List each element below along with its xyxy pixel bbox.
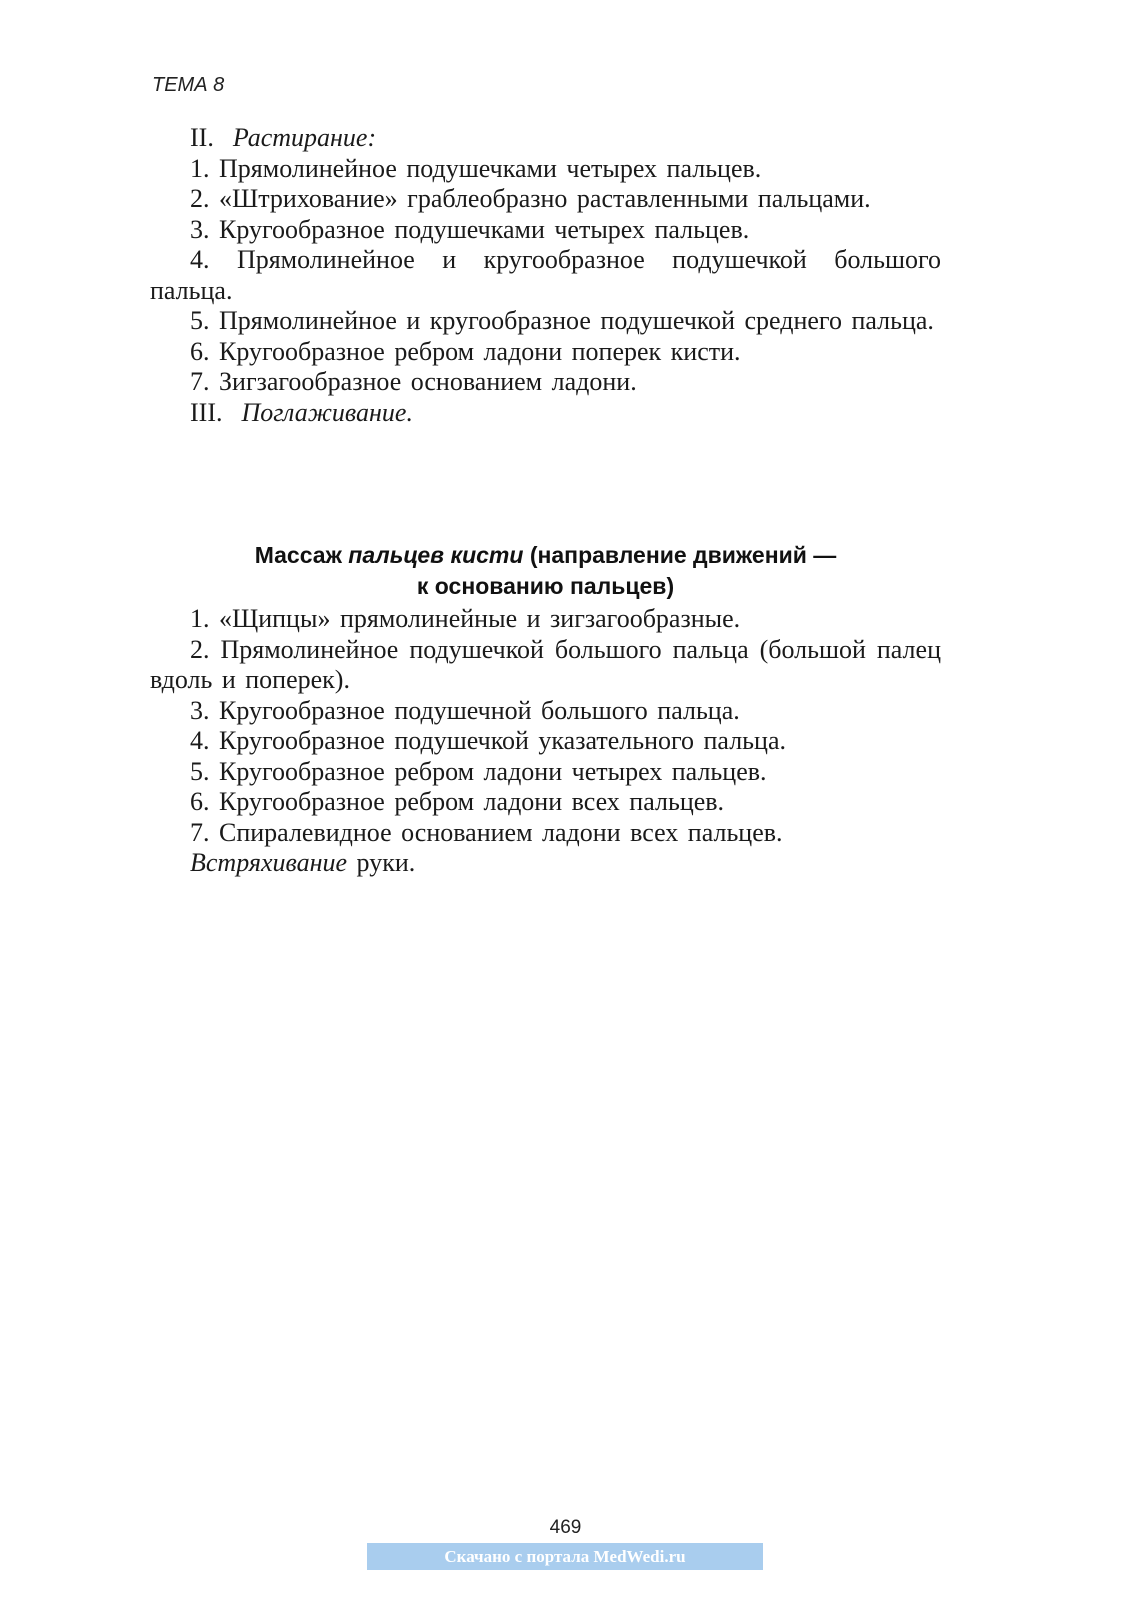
- roman-numeral: III.: [190, 397, 223, 427]
- heading-line-1: Массаж пальцев кисти (направление движений —: [254, 542, 837, 568]
- page-number: 469: [549, 1517, 582, 1538]
- list-item-heading-stroking: [150, 398, 941, 429]
- list-item: 3. Кругообразное подушечной большого пальца.: [190, 695, 740, 725]
- list-item: 4. Прямолинейное и кругообразное подушечкой большого пальца.: [150, 245, 941, 305]
- download-watermark: Скачано с портала MedWedi.ru: [367, 1543, 763, 1570]
- list-item: 1. Прямолинейное подушечками четырех пальцев.: [190, 153, 762, 183]
- list-item: 6. Кругообразное ребром ладони всех пальцев.: [190, 787, 725, 816]
- list-item: 7. Спиралевидное основанием ладони всех пальцев.: [190, 817, 783, 847]
- list-item: 2. «Штрихование» граблеобразно раставленными пальцами.: [190, 184, 871, 213]
- list-item: 6. Кругообразное ребром ладони поперек кисти.: [190, 336, 741, 366]
- heading-line-2: к основанию пальцев): [416, 573, 675, 599]
- list-item: 2. Прямолинейное подушечкой большого пальца (большой палец вдоль и поперек).: [150, 634, 941, 694]
- finger-massage-list: [150, 604, 941, 879]
- rubbing-technique-list: [150, 123, 941, 428]
- subheading-stroking: Поглаживание.: [241, 397, 413, 427]
- closing-line: Встряхивание руки.: [190, 848, 416, 877]
- list-item: 5. Прямолинейное и кругообразное подушечкой среднего пальца.: [190, 306, 934, 335]
- subheading-rubbing: Растирание:: [232, 123, 377, 152]
- running-head: ТЕМА 8: [152, 74, 225, 96]
- list-item: 5. Кругообразное ребром ладони четырех пальцев.: [190, 756, 767, 786]
- shaking-term: Встряхивание: [190, 848, 348, 877]
- list-item: 7. Зигзагообразное основанием ладони.: [190, 367, 637, 396]
- section-heading-finger-massage: [150, 540, 941, 602]
- roman-numeral: II.: [190, 123, 214, 152]
- list-item-heading-rubbing: [150, 123, 941, 154]
- list-item: 3. Кругообразное подушечками четырех пальцев.: [190, 214, 750, 244]
- list-item: 1. «Щипцы» прямолинейные и зигзагообразные.: [190, 604, 741, 633]
- heading-emphasis: пальцев кисти: [348, 542, 524, 568]
- list-item: 4. Кругообразное подушечкой указательного пальца.: [190, 726, 786, 755]
